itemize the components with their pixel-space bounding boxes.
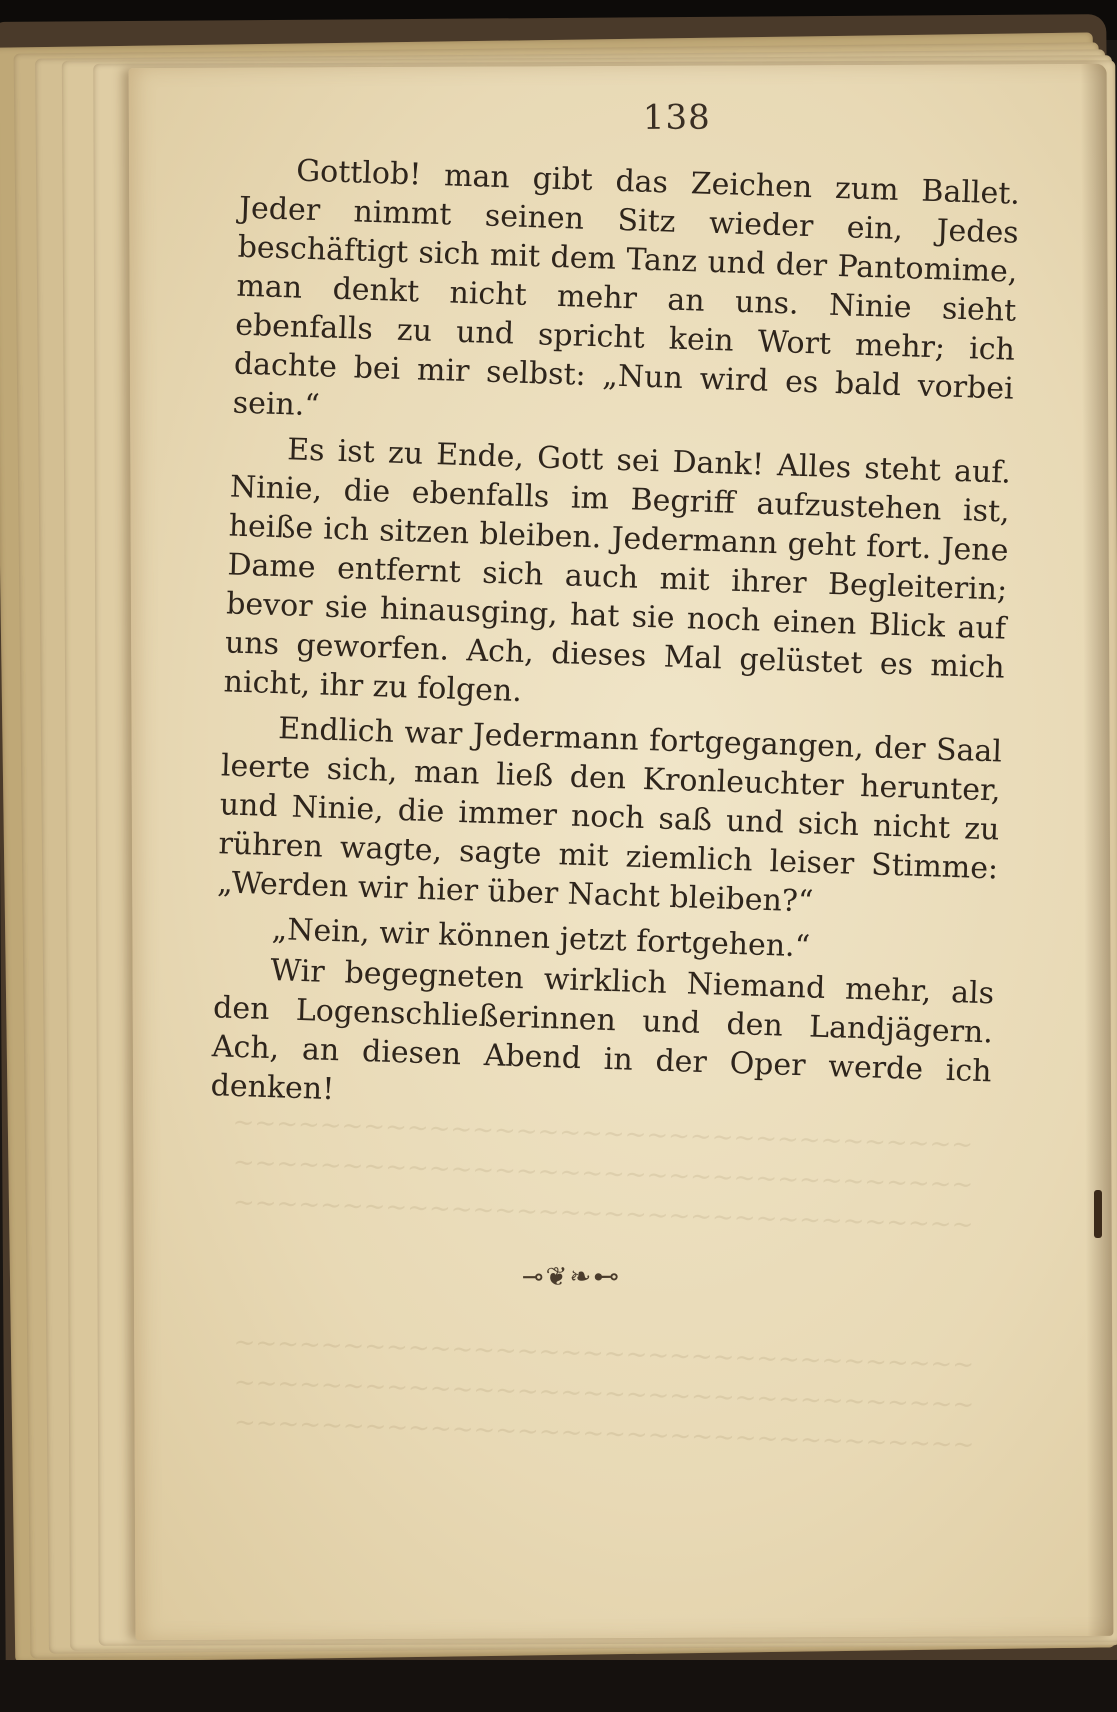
bleed-through-texture: ~~~~~~~~~~~~~~~~~~~~~~~~~~~~~~~~~~ bbox=[232, 1187, 974, 1241]
paragraph: Endlich war Jedermann fortgegangen, der Saal leerte sich, man ließ den Kronleuchter herunter, und Ninie, die immer noch saß und sich nicht zu rühren wagte, sagte mit ziemlich leiser Stimme: „Werden wir hier über Nacht bleiben?“ bbox=[216, 711, 1003, 920]
bleed-through-texture: ~~~~~~~~~~~~~~~~~~~~~~~~~~~~~~~~~~ bbox=[233, 1367, 975, 1421]
page-text bbox=[210, 150, 1021, 1137]
bleed-through-texture: ~~~~~~~~~~~~~~~~~~~~~~~~~~~~~~~~~~ bbox=[232, 1147, 974, 1201]
ornament-divider: ⊸❦❧⊷ bbox=[521, 1262, 622, 1293]
background-bottom bbox=[0, 1660, 1117, 1712]
bleed-through-texture: ~~~~~~~~~~~~~~~~~~~~~~~~~~~~~~~~~~ bbox=[233, 1407, 975, 1461]
bleed-through-texture: ~~~~~~~~~~~~~~~~~~~~~~~~~~~~~~~~~~ bbox=[233, 1327, 975, 1381]
paragraph: Es ist zu Ende, Gott sei Dank! Alles steht auf. Ninie, die ebenfalls im Begriff aufzustehen ist, heiße ich sitzen bleiben. Jedermann geht fort. Jene Dame entfernt sich auch mit ihrer Begleiterin; bevor sie hinausging, hat sie noch einen Blick auf uns geworfen. Ach, dieses Mal gelüstet es mich nicht, ihr zu folgen. bbox=[223, 432, 1012, 709]
book-edge-tab bbox=[1094, 1190, 1102, 1238]
bleed-through-texture: ~~~~~~~~~~~~~~~~~~~~~~~~~~~~~~~~~~ bbox=[232, 1107, 974, 1161]
book-page bbox=[129, 64, 1114, 1640]
paragraph: Wir begegneten wirklich Niemand mehr, als den Logenschließerinnen und den Landjägern. Ach, an diesen Abend in der Oper werde ich denken! bbox=[210, 953, 995, 1108]
page-number: 138 bbox=[642, 97, 711, 138]
paragraph: „Nein, wir können jetzt fortgehen.“ bbox=[271, 912, 811, 965]
paragraph: Gottlob! man gibt das Zeichen zum Ballet. Jeder nimmt seinen Sitz wieder ein, Jedes beschäftigt sich mit dem Tanz und der Pantomime, man denkt nicht mehr an uns. Ninie sieht ebenfalls zu und spricht kein Wort mehr; ich dachte bei mir selbst: „Nun wird es bald vorbei sein.“ bbox=[232, 153, 1021, 424]
